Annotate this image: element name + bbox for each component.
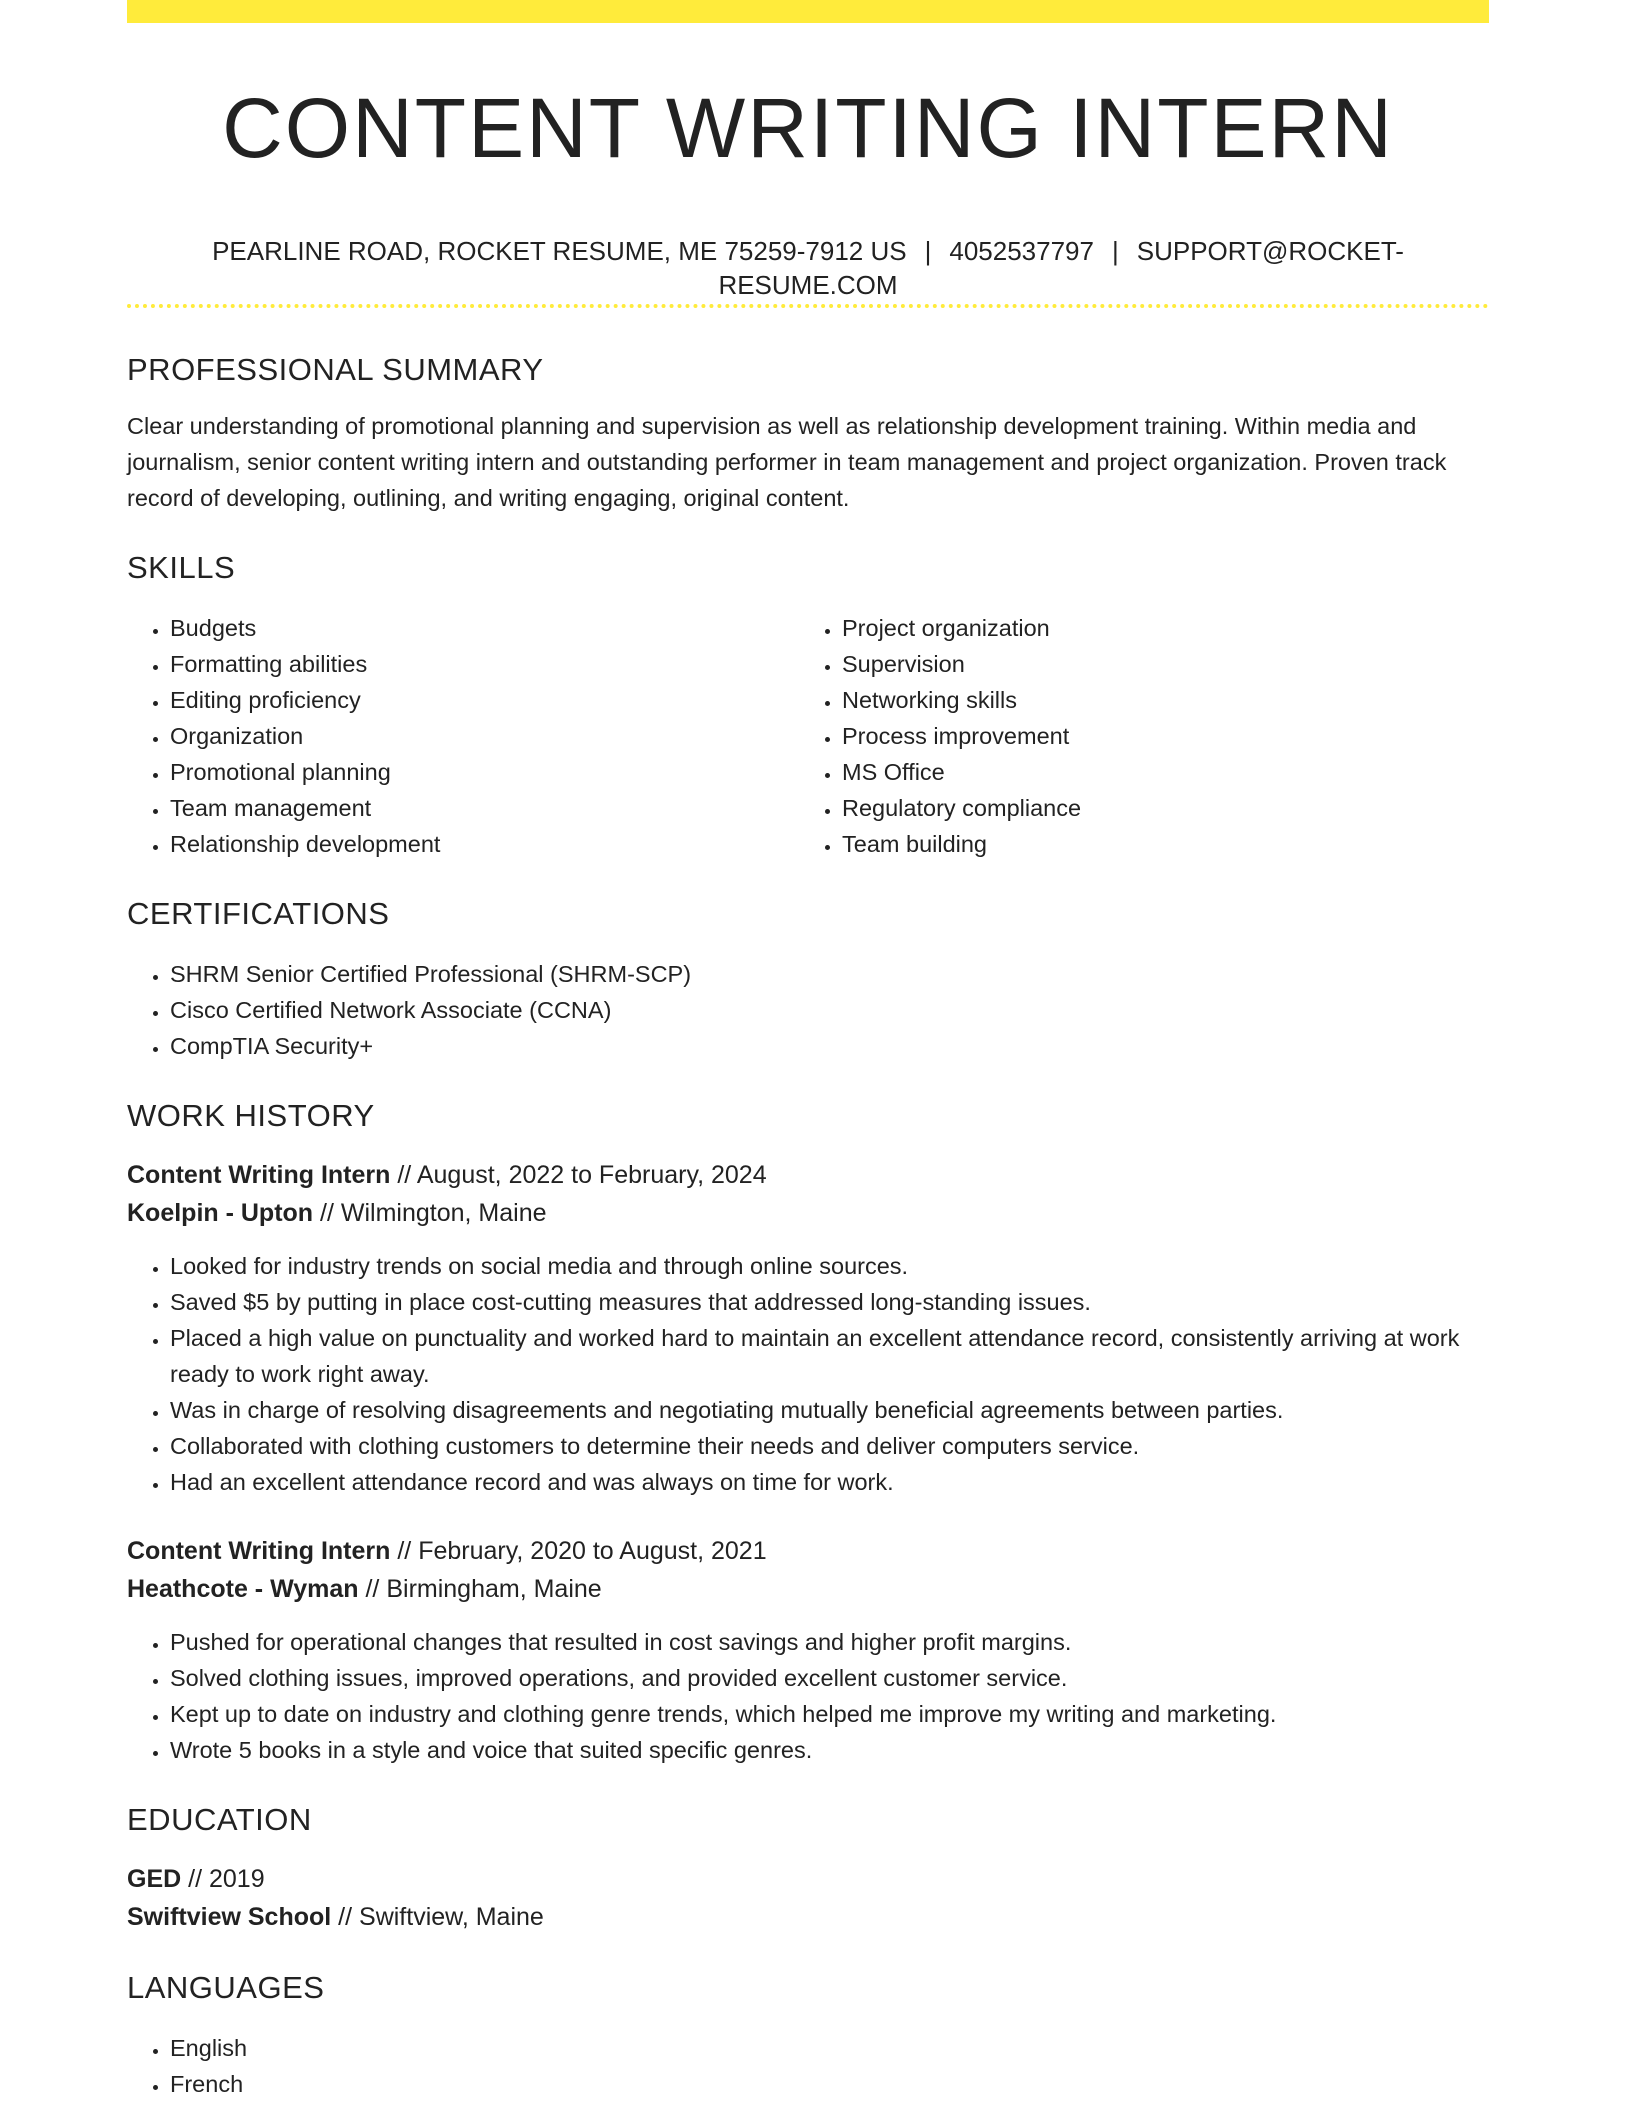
job-company: Heathcote - Wyman — [127, 1575, 359, 1603]
work-history-heading: WORK HISTORY — [127, 1098, 375, 1133]
contact-line — [127, 234, 1489, 302]
certifications-list — [127, 956, 1489, 1064]
summary-text: Clear understanding of promotional planning and supervision as well as relationship development training. Within media and journalism, senior content writing intern and outstanding performer in team management and project organization. Proven track record of developing, outlining, and writing engaging, original content. — [127, 413, 1447, 511]
job-bullet: • Saved $5 by putting in place cost-cutting measures that addressed long-standing issues. — [170, 1284, 1489, 1320]
education-school: Swiftview School — [127, 1903, 332, 1931]
skill-item: • Budgets — [170, 610, 799, 646]
job-title-line — [127, 1532, 1489, 1570]
job-entry — [127, 1532, 1489, 1768]
certifications-heading: CERTIFICATIONS — [127, 896, 390, 931]
job-bullet: • Looked for industry trends on social media and through online sources. — [170, 1248, 1489, 1284]
job-bullet: • Was in charge of resolving disagreements and negotiating mutually beneficial agreements between parties. — [170, 1392, 1489, 1428]
contact-phone: 4052537797 — [949, 236, 1094, 266]
double-slash: // — [397, 1161, 412, 1189]
contact-address: PEARLINE ROAD, ROCKET RESUME, ME 75259-7912 US — [212, 236, 907, 266]
double-slash: // — [365, 1575, 380, 1603]
job-bullets — [127, 1248, 1489, 1500]
job-company: Koelpin - Upton — [127, 1199, 314, 1227]
skill-item: • Supervision — [842, 646, 1471, 682]
contact-separator: | — [1111, 236, 1119, 266]
job-dates: August, 2022 to February, 2024 — [416, 1161, 767, 1189]
skill-item: • Editing proficiency — [170, 682, 799, 718]
job-company-line — [127, 1570, 1489, 1608]
education-degree: GED — [127, 1865, 182, 1893]
job-bullets — [127, 1624, 1489, 1768]
skill-item: • Formatting abilities — [170, 646, 799, 682]
certification-item: • SHRM Senior Certified Professional (SHRM-SCP) — [170, 956, 1489, 992]
skills-column-left — [127, 610, 799, 862]
education-school-line — [127, 1898, 1489, 1936]
skill-item: • Regulatory compliance — [842, 790, 1471, 826]
skill-item: • Organization — [170, 718, 799, 754]
job-title: Content Writing Intern — [127, 1161, 391, 1189]
skill-item: • Promotional planning — [170, 754, 799, 790]
job-bullet: • Placed a high value on punctuality and worked hard to maintain an excellent attendance record, consistently arriving at work ready to work right away. — [170, 1320, 1489, 1392]
job-location: Birmingham, Maine — [386, 1575, 602, 1603]
job-bullet: • Wrote 5 books in a style and voice that suited specific genres. — [170, 1732, 1489, 1768]
contact-separator: | — [924, 236, 932, 266]
certification-item: • Cisco Certified Network Associate (CCNA) — [170, 992, 1489, 1028]
skills-column-right — [799, 610, 1471, 862]
languages-heading: LANGUAGES — [127, 1970, 325, 2005]
skill-item: • Team management — [170, 790, 799, 826]
double-slash: // — [397, 1537, 412, 1565]
job-bullet: • Had an excellent attendance record and was always on time for work. — [170, 1464, 1489, 1500]
job-location: Wilmington, Maine — [340, 1199, 547, 1227]
double-slash: // — [188, 1865, 203, 1893]
education-entry — [127, 1860, 1489, 1936]
summary-heading: PROFESSIONAL SUMMARY — [127, 352, 544, 387]
education-degree-line — [127, 1860, 1489, 1898]
double-slash: // — [338, 1903, 353, 1931]
education-year: 2019 — [209, 1865, 265, 1893]
job-title: Content Writing Intern — [127, 1537, 391, 1565]
job-bullet: • Pushed for operational changes that resulted in cost savings and higher profit margins. — [170, 1624, 1489, 1660]
skill-item: • Team building — [842, 826, 1471, 862]
language-item: • French — [170, 2066, 1489, 2102]
double-slash: // — [320, 1199, 334, 1227]
skills-heading: SKILLS — [127, 550, 236, 585]
job-entry — [127, 1156, 1489, 1500]
contact-email: SUPPORT@ROCKET-RESUME.COM — [718, 236, 1404, 300]
job-bullet: • Kept up to date on industry and clothing genre trends, which helped me improve my writing and marketing. — [170, 1696, 1489, 1732]
language-item: • English — [170, 2030, 1489, 2066]
education-heading: EDUCATION — [127, 1802, 312, 1837]
job-bullet: • Solved clothing issues, improved operations, and provided excellent customer service. — [170, 1660, 1489, 1696]
education-location: Swiftview, Maine — [359, 1903, 544, 1931]
resume-body — [127, 350, 1489, 2102]
skill-item: • Relationship development — [170, 826, 799, 862]
languages-list — [127, 2030, 1489, 2102]
skill-item: • MS Office — [842, 754, 1471, 790]
skill-item: • Project organization — [842, 610, 1471, 646]
certification-item: • CompTIA Security+ — [170, 1028, 1489, 1064]
job-dates: February, 2020 to August, 2021 — [418, 1537, 767, 1565]
dotted-divider — [127, 304, 1489, 308]
skills-list — [127, 610, 1489, 862]
job-company-line — [127, 1194, 1489, 1232]
resume-name: CONTENT WRITING INTERN — [222, 81, 1394, 175]
top-accent-bar — [127, 0, 1489, 23]
job-bullet: • Collaborated with clothing customers to determine their needs and deliver computers service. — [170, 1428, 1489, 1464]
job-title-line — [127, 1156, 1489, 1194]
skill-item: • Process improvement — [842, 718, 1471, 754]
skill-item: • Networking skills — [842, 682, 1471, 718]
